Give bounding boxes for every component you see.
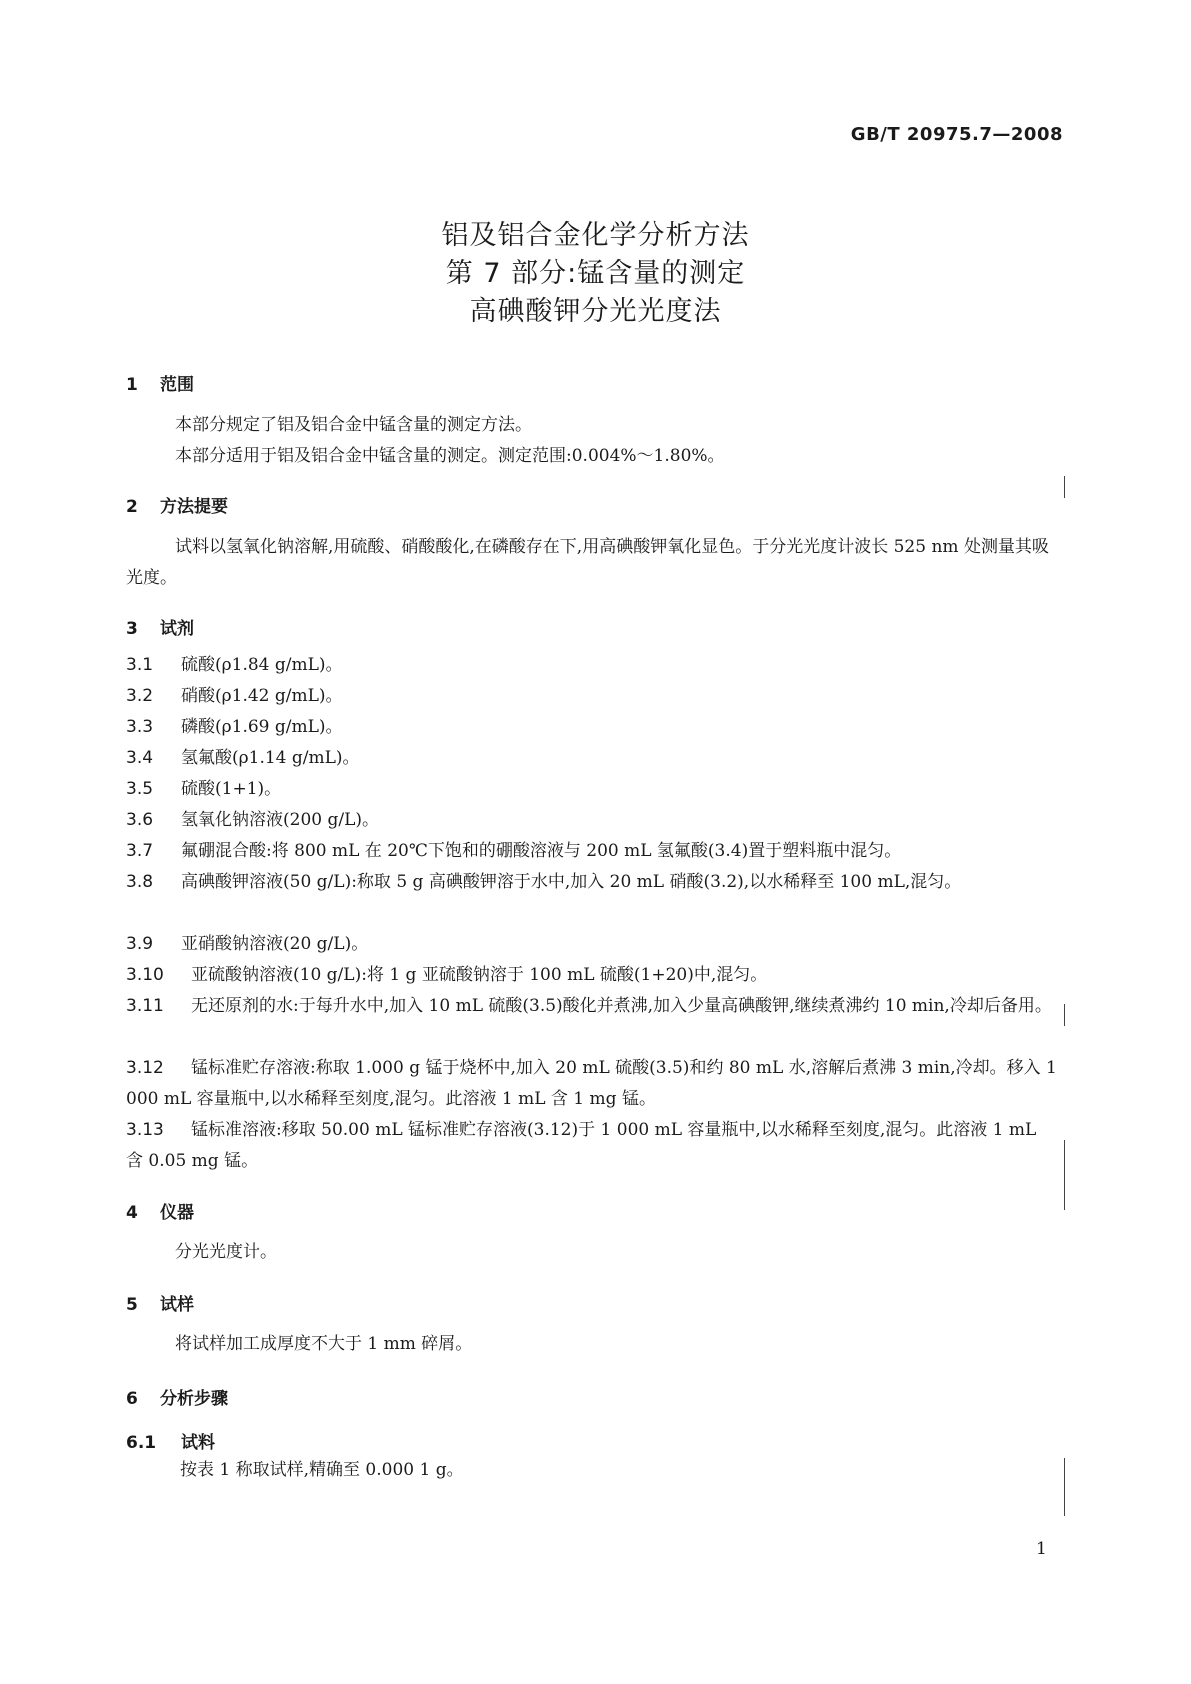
reagent-item	[126, 929, 1058, 960]
doc-title-line-3: 高碘酸钾分光光度法	[469, 296, 722, 327]
section-1-heading	[126, 370, 194, 395]
change-bar	[1064, 1458, 1065, 1516]
section-4-heading	[126, 1198, 194, 1223]
item-text: 亚硝酸钠溶液(20 g/L)。	[181, 934, 369, 954]
doc-title-line-1: 铝及铝合金化学分析方法	[441, 220, 750, 251]
item-number: 3.3	[126, 717, 154, 737]
item-number: 3.10	[126, 965, 164, 985]
reagent-item	[126, 1053, 1058, 1115]
reagent-item	[126, 774, 1058, 805]
item-number: 3.7	[126, 841, 154, 861]
section-title: 试样	[160, 1295, 194, 1315]
subsection-6-1-heading	[126, 1428, 215, 1453]
section-title: 范围	[160, 375, 194, 395]
section-number: 3	[126, 619, 138, 639]
reagent-item	[126, 960, 1058, 991]
section-number: 5	[126, 1295, 138, 1315]
item-text: 氢氧化钠溶液(200 g/L)。	[181, 810, 380, 830]
doc-title-line-2: 第 7 部分:锰含量的测定	[445, 258, 746, 289]
item-number: 3.5	[126, 779, 154, 799]
reagent-item	[126, 743, 1058, 774]
section-number: 4	[126, 1203, 138, 1223]
item-number: 3.13	[126, 1120, 164, 1140]
item-text: 亚硫酸钠溶液(10 g/L):将 1 g 亚硫酸钠溶于 100 mL 硫酸(1+20)中,混匀。	[191, 965, 768, 985]
reagent-item	[126, 650, 1058, 681]
section-title: 仪器	[160, 1203, 194, 1223]
section-3-heading	[126, 614, 194, 639]
section-title: 方法提要	[160, 497, 228, 517]
section-1-paragraph-1: 本部分规定了铝及铝合金中锰含量的测定方法。	[175, 415, 532, 435]
reagent-item	[126, 1115, 1058, 1177]
item-number: 3.1	[126, 655, 154, 675]
item-number: 3.6	[126, 810, 154, 830]
item-number: 3.12	[126, 1058, 164, 1078]
section-number: 2	[126, 497, 138, 517]
section-title: 分析步骤	[160, 1389, 228, 1409]
reagent-item	[126, 681, 1058, 712]
change-bar	[1064, 476, 1065, 498]
section-title: 试剂	[160, 619, 194, 639]
item-text: 无还原剂的水:于每升水中,加入 10 mL 硫酸(3.5)酸化并煮沸,加入少量高碘酸钾,继续煮沸约 10 min,冷却后备用。	[191, 996, 1052, 1016]
item-text: 锰标准溶液:移取 50.00 mL 锰标准贮存溶液(3.12)于 1 000 mL 容量瓶中,以水稀释至刻度,混匀。此溶液 1 mL 含 0.05 mg 锰。	[126, 1120, 1037, 1171]
subsection-6-1-paragraph-1: 按表 1 称取试样,精确至 0.000 1 g。	[180, 1460, 464, 1480]
item-number: 3.11	[126, 996, 164, 1016]
reagent-item	[126, 991, 1058, 1022]
section-2-heading	[126, 492, 228, 517]
item-number: 3.2	[126, 686, 154, 706]
section-2-paragraph-1: 试料以氢氧化钠溶解,用硫酸、硝酸酸化,在磷酸存在下,用高碘酸钾氧化显色。于分光光度计波长 525 nm 处测量其吸光度。	[126, 537, 1049, 588]
standard-code: GB/T 20975.7—2008	[850, 124, 1063, 145]
item-text: 锰标准贮存溶液:称取 1.000 g 锰于烧杯中,加入 20 mL 硫酸(3.5)和约 80 mL 水,溶解后煮沸 3 min,冷却。移入 1 000 mL 容量瓶中,以水稀释至刻度,混匀。此溶液 1 mL 含 1 mg 锰。	[126, 1058, 1057, 1109]
change-bar	[1064, 1004, 1065, 1026]
item-number: 3.9	[126, 934, 154, 954]
reagent-item	[126, 805, 1058, 836]
reagent-item	[126, 867, 1058, 898]
section-number: 6	[126, 1389, 138, 1409]
item-text: 磷酸(ρ1.69 g/mL)。	[181, 717, 343, 737]
item-text: 硫酸(1+1)。	[181, 779, 282, 799]
section-5-paragraph-1: 将试样加工成厚度不大于 1 mm 碎屑。	[175, 1334, 473, 1354]
item-number: 3.8	[126, 872, 154, 892]
section-5-heading	[126, 1290, 194, 1315]
item-text: 硫酸(ρ1.84 g/mL)。	[181, 655, 343, 675]
subsection-number: 6.1	[126, 1433, 157, 1453]
reagent-item	[126, 836, 1058, 867]
item-text: 高碘酸钾溶液(50 g/L):称取 5 g 高碘酸钾溶于水中,加入 20 mL 硝酸(3.2),以水稀释至 100 mL,混匀。	[181, 872, 962, 892]
section-4-paragraph-1: 分光光度计。	[175, 1242, 277, 1262]
item-text: 硝酸(ρ1.42 g/mL)。	[181, 686, 343, 706]
section-6-heading	[126, 1384, 228, 1409]
change-bar	[1064, 1140, 1065, 1210]
item-text: 氢氟酸(ρ1.14 g/mL)。	[181, 748, 360, 768]
subsection-title: 试料	[181, 1433, 215, 1453]
section-1-paragraph-2: 本部分适用于铝及铝合金中锰含量的测定。测定范围:0.004%～1.80%。	[175, 446, 725, 466]
page-number: 1	[1036, 1539, 1047, 1559]
section-number: 1	[126, 375, 138, 395]
item-number: 3.4	[126, 748, 154, 768]
item-text: 氟硼混合酸:将 800 mL 在 20℃下饱和的硼酸溶液与 200 mL 氢氟酸(3.4)置于塑料瓶中混匀。	[181, 841, 902, 861]
reagent-item	[126, 712, 1058, 743]
